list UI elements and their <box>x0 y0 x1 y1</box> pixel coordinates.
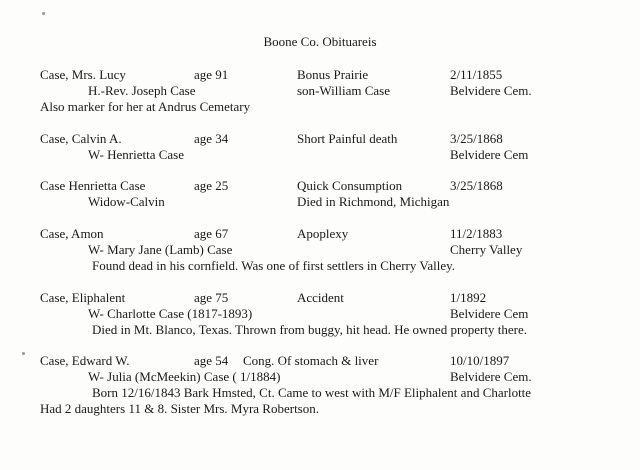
entry-name: Case, Calvin A. <box>40 131 122 146</box>
entry-age: age 25 <box>194 178 229 193</box>
entry-name: Case Henrietta Case <box>40 178 146 193</box>
entry-cemetery: Belvidere Cem. <box>450 83 532 98</box>
entry-note: Found dead in his cornfield. Was one of first settlers in Cherry Valley. <box>92 258 456 273</box>
entry-cause: Short Painful death <box>297 131 398 146</box>
entry-date: 3/25/1868 <box>450 178 503 193</box>
entry-cause: Cong. Of stomach & liver <box>243 353 379 368</box>
entry-date: 1/1892 <box>450 290 487 305</box>
entry-name: Case, Amon <box>40 226 104 241</box>
entry-name: Case, Mrs. Lucy <box>40 67 126 82</box>
obituary-entry <box>0 226 640 274</box>
entry-date: 10/10/1897 <box>450 353 510 368</box>
entry-age: age 75 <box>194 290 229 305</box>
entry-place: Bonus Prairie <box>297 67 369 82</box>
obituary-entry <box>0 178 640 210</box>
entry-cause: Apoplexy <box>297 226 349 241</box>
entry-age: age 91 <box>194 67 229 82</box>
page-title: Boone Co. Obituareis <box>263 34 377 49</box>
entry-relation: W- Mary Jane (Lamb) Case <box>88 242 233 257</box>
entry-cause: Quick Consumption <box>297 178 403 193</box>
entry-relation: H.-Rev. Joseph Case <box>88 83 196 98</box>
entry-age: age 34 <box>194 131 229 146</box>
entry-date: 2/11/1855 <box>450 67 503 82</box>
obituary-entry <box>0 131 640 163</box>
obituary-entry <box>0 67 640 115</box>
entry-age: age 54 <box>194 353 229 368</box>
entry-date: 11/2/1883 <box>450 226 503 241</box>
entry-note: Born 12/16/1843 Bark Hmsted, Ct. Came to west with M/F Eliphalent and Charlotte <box>92 385 532 400</box>
entry-note-continued: Had 2 daughters 11 & 8. Sister Mrs. Myra Robertson. <box>40 401 319 416</box>
entry-relation: Widow-Calvin <box>88 194 165 209</box>
scan-speck <box>42 12 45 15</box>
entry-name: Case, Edward W. <box>40 353 130 368</box>
entry-age: age 67 <box>194 226 229 241</box>
entry-note: Also marker for her at Andrus Cemetary <box>40 99 251 114</box>
entry-cemetery: Belvidere Cem <box>450 147 529 162</box>
entry-note: Died in Mt. Blanco, Texas. Thrown from buggy, hit head. He owned property there. <box>92 322 527 337</box>
obituary-entry <box>0 290 640 338</box>
entry-relation: W- Henrietta Case <box>88 147 185 162</box>
entry-name: Case, Eliphalent <box>40 290 126 305</box>
entry-date: 3/25/1868 <box>450 131 503 146</box>
obituary-entry <box>0 353 640 417</box>
entry-cause: Accident <box>297 290 344 305</box>
entry-relation-right: son-William Case <box>297 83 390 98</box>
entry-relation: W- Charlotte Case (1817-1893) <box>88 306 253 321</box>
entry-cemetery: Belvidere Cem. <box>450 369 532 384</box>
entry-cemetery: Cherry Valley <box>450 242 523 257</box>
entry-relation-right: Died in Richmond, Michigan <box>297 194 450 209</box>
entry-cemetery: Belvidere Cem <box>450 306 529 321</box>
entry-relation: W- Julia (McMeekin) Case ( 1/1884) <box>88 369 281 384</box>
